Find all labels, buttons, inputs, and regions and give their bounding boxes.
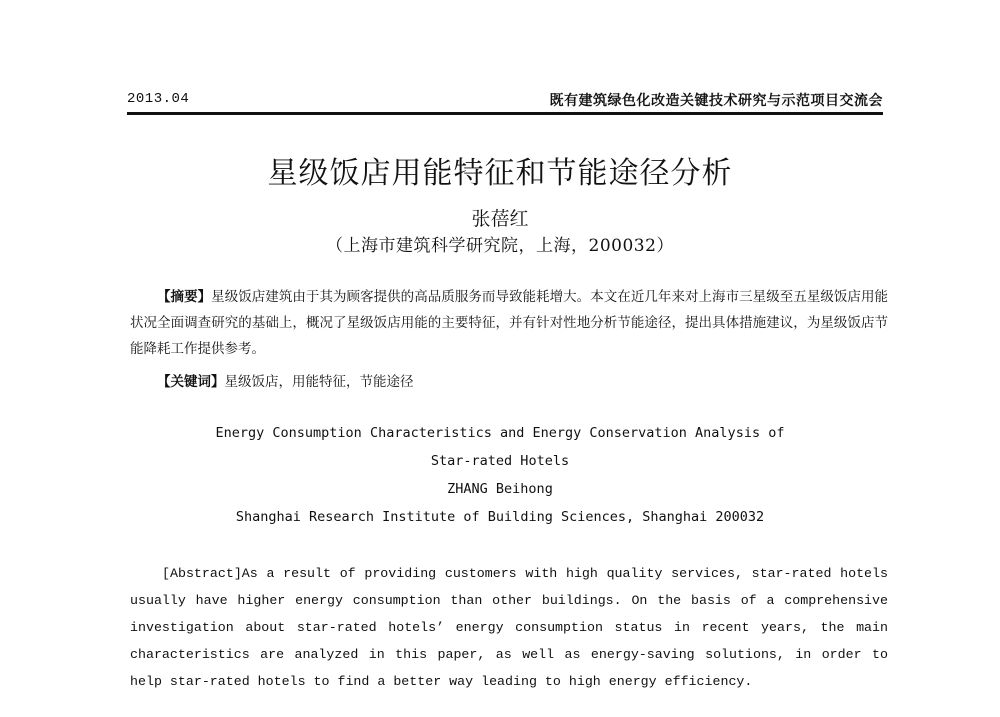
abstract-label: 【摘要】 [157,289,212,305]
header-rule [127,112,883,115]
running-header [127,88,883,112]
paper-title: 星级饭店用能特征和节能途径分析 [267,156,733,191]
english-affiliation: Shanghai Research Institute of Building Sciences, Shanghai 200032 [235,509,765,525]
author-affiliation: （上海市建筑科学研究院，上海，200032） [326,236,674,256]
conference-name: 既有建筑绿色化改造关键技术研究与示范项目交流会 [549,93,883,109]
english-abstract-label: [Abstract] [162,566,242,581]
english-title-line-2: Star-rated Hotels [430,453,570,469]
chinese-keywords [157,370,414,390]
keywords-label: 【关键词】 [157,374,225,390]
abstract-text: 星级饭店建筑由于其为顾客提供的高品质服务而导致能耗增大。本文在近几年来对上海市三星级至五星级饭店用能状况全面调查研究的基础上，概况了星级饭店用能的主要特征，并有针对性地分析节能途径，提出具体措施建议，为星级饭店节能降耗工作提供参考。 [130,289,889,357]
english-abstract-text: As a result of providing customers with high quality services, star-rated hotels usually have higher energy consumption than other buildings. On the basis of a comprehensive investigation about star-rated hotels’ energy consumption status in recent years, the main characteristics are analyzed in this paper, as well as energy-saving solutions, in order to help star-rated hotels to find a better way leading to high energy efficiency. [130,566,888,689]
issue-date: 2013.04 [127,91,190,107]
english-title-line-1: Energy Consumption Characteristics and Energy Conservation Analysis of [215,425,785,441]
english-abstract [130,560,888,695]
author-name: 张蓓红 [471,208,529,230]
english-author: ZHANG Beihong [447,481,553,497]
keywords-text: 星级饭店，用能特征，节能途径 [224,374,414,390]
chinese-abstract [130,284,888,362]
